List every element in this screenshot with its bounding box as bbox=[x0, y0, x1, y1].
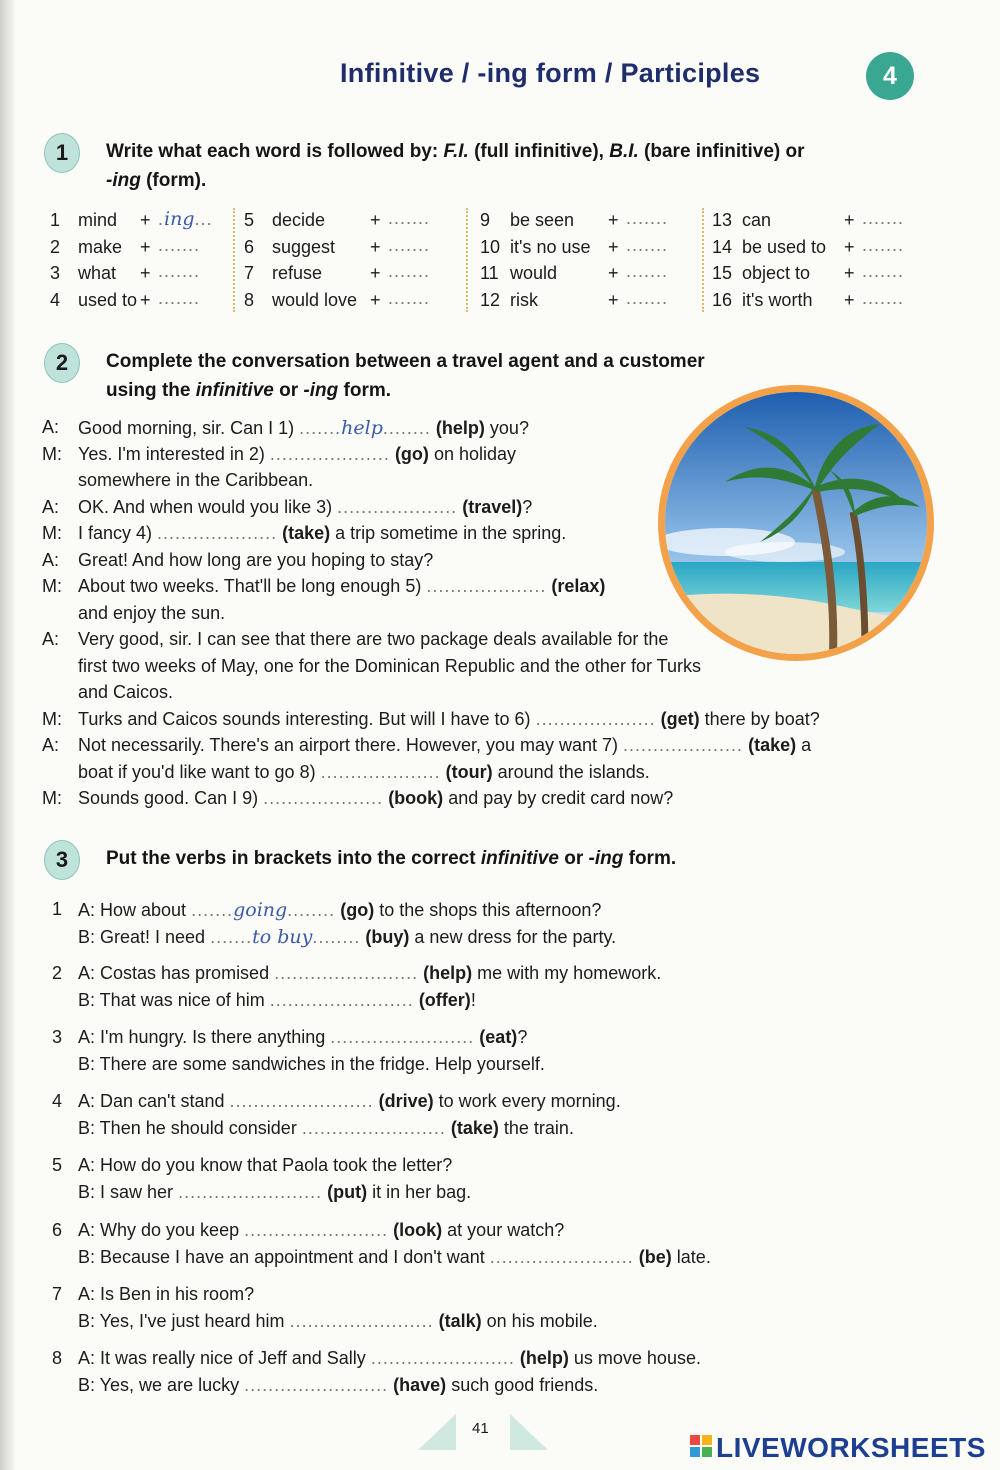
ex2-answer-blank[interactable] bbox=[321, 762, 441, 782]
page-number: 41 bbox=[472, 1420, 489, 1437]
page-title: Infinitive / -ing form / Participles bbox=[340, 58, 761, 88]
ex1-item-number: 13 bbox=[712, 210, 733, 230]
ex2-line bbox=[78, 603, 225, 624]
ex1-item-number: 14 bbox=[712, 237, 733, 257]
ex3-text: B: There are some sandwiches in the fridge. Help yourself. bbox=[78, 1054, 545, 1074]
ex1-answer-blank[interactable] bbox=[862, 208, 904, 229]
ex3-verb-cue: (drive) bbox=[378, 1091, 434, 1111]
column-divider bbox=[466, 208, 468, 312]
ex2-text-after: you? bbox=[489, 418, 529, 438]
ex3-text-after: to the shops this afternoon? bbox=[379, 900, 602, 920]
ex2-text-after: ? bbox=[522, 496, 533, 517]
ex2-line bbox=[78, 656, 701, 677]
ex3-answer-blank[interactable] bbox=[210, 927, 360, 947]
ex3-text: A: Is Ben in his room? bbox=[78, 1284, 255, 1304]
ex2-verb-cue: (get) bbox=[660, 708, 700, 729]
ex3-text-after: to work every morning. bbox=[438, 1091, 621, 1111]
ex1-item-word: used to bbox=[78, 290, 138, 310]
column-divider bbox=[702, 208, 704, 312]
ex1-item-number: 3 bbox=[50, 263, 61, 283]
ex3-text: A: Dan can't stand bbox=[78, 1091, 225, 1111]
ex3-text-after: me with my homework. bbox=[477, 963, 662, 983]
ex3-handwritten-answer: going bbox=[233, 899, 288, 921]
ex2-text: Good morning, sir. Can I 1) bbox=[78, 418, 295, 438]
ex2-line bbox=[78, 762, 650, 783]
ex3-answer-blank[interactable] bbox=[178, 1182, 322, 1202]
blank-dots: ........................ bbox=[269, 990, 414, 1010]
blank-dots: ........................ bbox=[178, 1182, 323, 1202]
ex2-answer-blank[interactable] bbox=[270, 444, 390, 464]
ex2-line bbox=[78, 523, 566, 544]
ex2-answer-blank[interactable] bbox=[426, 576, 546, 596]
ex1-answer-blank[interactable] bbox=[862, 235, 904, 256]
blank-dots: ........................ bbox=[244, 1220, 389, 1240]
ex3-text-after: it in her bag. bbox=[372, 1182, 472, 1202]
ex1-item-number: 6 bbox=[244, 237, 255, 257]
ex2-answer-blank[interactable] bbox=[337, 497, 457, 517]
ex1-item-number: 11 bbox=[480, 263, 499, 283]
ex3-line bbox=[78, 1091, 621, 1112]
ex3-verb-cue: (look) bbox=[393, 1220, 443, 1240]
ex2-speaker: M: bbox=[42, 523, 62, 543]
ex2-text-after: and pay by credit card now? bbox=[448, 788, 674, 808]
ex3-text: B: Great! I need bbox=[78, 927, 206, 947]
ex3-text-after: late. bbox=[676, 1247, 711, 1267]
ex3-line bbox=[78, 963, 661, 984]
ex3-text: A: Why do you keep bbox=[78, 1220, 240, 1240]
ex2-text: Turks and Caicos sounds interesting. But will I have to 6) bbox=[78, 708, 531, 729]
ex3-line bbox=[78, 1348, 701, 1369]
ex3-verb-cue: (be) bbox=[638, 1247, 672, 1267]
ex2-answer-blank[interactable] bbox=[263, 788, 383, 808]
ex1-item-plus: + bbox=[140, 290, 151, 310]
ex1-item-plus: + bbox=[140, 263, 151, 283]
blank-dots: ....... bbox=[862, 235, 905, 255]
blank-dots: ........ bbox=[312, 927, 361, 947]
ex3-item-number: 4 bbox=[52, 1091, 63, 1111]
ex2-text: and Caicos. bbox=[78, 682, 174, 702]
liveworksheets-brand: LIVEWORKSHEETS bbox=[716, 1432, 986, 1463]
ex1-item-number: 8 bbox=[244, 290, 255, 310]
exercise-1-instruction: Write what each word is followed by: F.I. (full infinitive), B.I. (bare infinitive) or -ing (form). bbox=[106, 141, 805, 191]
ex1-item-word: risk bbox=[510, 290, 538, 310]
blank-dots: ........................ bbox=[229, 1091, 374, 1111]
ex1-item-word: object to bbox=[742, 263, 811, 283]
ex2-text-after: a bbox=[801, 735, 812, 755]
blank-dots: ....... bbox=[862, 261, 905, 281]
ex1-item-number: 12 bbox=[480, 290, 501, 310]
ex1-item-number: 2 bbox=[50, 237, 61, 257]
ex3-text-after: at your watch? bbox=[447, 1220, 565, 1240]
ex1-item-word: it's no use bbox=[510, 237, 591, 257]
ex1-answer-blank[interactable] bbox=[388, 261, 430, 282]
exercise-3-instruction: Put the verbs in brackets into the correct infinitive or -ing form. bbox=[106, 848, 677, 869]
ex1-answer-blank[interactable] bbox=[388, 288, 430, 309]
ex1-item-plus: + bbox=[370, 290, 381, 310]
column-divider bbox=[233, 208, 235, 312]
exercise-3-number: 3 bbox=[44, 840, 80, 880]
blank-dots: .................... bbox=[535, 708, 656, 729]
ex1-item-number: 5 bbox=[244, 210, 255, 230]
ex3-answer-blank[interactable] bbox=[244, 1375, 388, 1395]
exercise-2-number: 2 bbox=[44, 343, 80, 383]
ex1-item-plus: + bbox=[844, 210, 855, 230]
ex2-line bbox=[78, 576, 605, 597]
blank-dots: ........ bbox=[382, 418, 431, 438]
exercise-2-instruction: Complete the conversation between a travel agent and a customer using the infinitive or -ing form. bbox=[106, 351, 705, 401]
ex3-handwritten-answer: to buy bbox=[252, 926, 313, 948]
blank-dots: ... bbox=[194, 209, 213, 229]
ex2-verb-cue: (travel) bbox=[462, 496, 523, 517]
ex1-item-number: 9 bbox=[480, 210, 491, 230]
ex3-verb-cue: (take) bbox=[450, 1118, 499, 1138]
ex3-text-after: such good friends. bbox=[451, 1375, 599, 1395]
ex1-item-plus: + bbox=[608, 263, 619, 283]
ex3-line bbox=[78, 1027, 527, 1048]
blank-dots: ........................ bbox=[330, 1027, 475, 1047]
blank-dots: ........ bbox=[287, 900, 336, 920]
ex3-line bbox=[78, 1284, 254, 1305]
ex2-text: Sounds good. Can I 9) bbox=[78, 788, 259, 808]
ex2-line bbox=[78, 682, 173, 703]
ex2-text: boat if you'd like want to go 8) bbox=[78, 761, 316, 782]
ex1-item-plus: + bbox=[608, 237, 619, 257]
beach-palm-photo bbox=[658, 385, 934, 661]
ex3-text: B: Because I have an appointment and I don't want bbox=[78, 1247, 485, 1267]
blank-dots: .................... bbox=[269, 443, 390, 464]
ex2-text-after: on holiday bbox=[433, 443, 517, 464]
ex1-item-word: be used to bbox=[742, 237, 827, 257]
ex2-speaker: A: bbox=[42, 417, 60, 437]
ex1-item-plus: + bbox=[844, 290, 855, 310]
ex2-verb-cue: (go) bbox=[394, 443, 429, 464]
ex3-item-number: 3 bbox=[52, 1027, 63, 1047]
blank-dots: ....... bbox=[626, 235, 669, 255]
ex2-verb-cue: (book) bbox=[388, 788, 444, 808]
blank-dots: ........................ bbox=[289, 1311, 434, 1331]
ex1-item-number: 4 bbox=[50, 290, 61, 310]
blank-dots: ....... bbox=[862, 208, 905, 228]
ex2-answer-blank[interactable] bbox=[299, 418, 431, 438]
beach-palm-illustration bbox=[665, 392, 927, 654]
ex3-answer-blank[interactable] bbox=[270, 990, 414, 1010]
ex2-verb-cue: (tour) bbox=[445, 761, 493, 782]
ex2-text: OK. And when would you like 3) bbox=[78, 496, 333, 517]
blank-dots: ....... bbox=[388, 235, 431, 255]
ex2-answer-blank[interactable] bbox=[536, 709, 656, 729]
ex3-answer-blank[interactable] bbox=[274, 963, 418, 983]
ex2-verb-cue: (take) bbox=[748, 735, 797, 755]
blank-dots: .................... bbox=[263, 788, 384, 808]
ex1-item-word: be seen bbox=[510, 210, 575, 230]
ex2-speaker: M: bbox=[42, 708, 62, 729]
ex3-line bbox=[78, 899, 601, 921]
blank-dots: ....... bbox=[626, 288, 669, 308]
ex3-text: B: Yes, we are lucky bbox=[78, 1375, 240, 1395]
ex2-text: and enjoy the sun. bbox=[78, 602, 226, 623]
blank-dots: ....... bbox=[158, 235, 201, 255]
ex2-speaker: A: bbox=[42, 549, 60, 570]
ex3-answer-blank[interactable] bbox=[490, 1247, 634, 1267]
ex2-text: first two weeks of May, one for the Dominican Republic and the other for Turks bbox=[78, 655, 701, 676]
ex1-item-plus: + bbox=[608, 290, 619, 310]
ex1-item-plus: + bbox=[844, 237, 855, 257]
blank-dots: ....... bbox=[388, 208, 431, 228]
ex2-answer-blank[interactable] bbox=[157, 523, 277, 543]
blank-dots: ....... bbox=[210, 927, 253, 947]
ex1-item-word: what bbox=[78, 263, 117, 283]
ex3-answer-blank[interactable] bbox=[244, 1220, 388, 1240]
ex3-text: A: It was really nice of Jeff and Sally bbox=[78, 1348, 366, 1368]
ex3-verb-cue: (help) bbox=[519, 1348, 569, 1368]
ex1-item-word: can bbox=[742, 210, 772, 230]
ex3-item-number: 5 bbox=[52, 1155, 63, 1175]
ex3-answer-blank[interactable] bbox=[330, 1027, 474, 1047]
blank-dots: ....... bbox=[158, 288, 201, 308]
ex1-item-number: 15 bbox=[712, 263, 733, 283]
ex2-line bbox=[78, 470, 313, 491]
ex1-answer-blank[interactable] bbox=[626, 261, 668, 282]
ex2-line bbox=[78, 417, 529, 439]
ex1-handwritten-answer: ing bbox=[164, 208, 195, 230]
ex3-verb-cue: (buy) bbox=[365, 927, 410, 947]
ex3-answer-blank[interactable] bbox=[191, 900, 335, 920]
ex3-verb-cue: (offer) bbox=[418, 990, 471, 1010]
ex2-line bbox=[78, 709, 820, 730]
ex1-answer-blank[interactable] bbox=[626, 235, 668, 256]
ex1-item-plus: + bbox=[370, 210, 381, 230]
ex2-text: I fancy 4) bbox=[78, 523, 153, 543]
blank-dots: . bbox=[158, 209, 165, 229]
ex1-answer-blank[interactable] bbox=[862, 261, 904, 282]
exercise-1-number: 1 bbox=[44, 133, 80, 173]
blank-dots: .................... bbox=[426, 576, 547, 596]
ex2-line bbox=[78, 550, 433, 571]
ex3-text: B: I saw her bbox=[78, 1182, 174, 1202]
ex2-text: Not necessarily. There's an airport there. However, you may want 7) bbox=[78, 735, 619, 755]
ex3-text: B: Then he should consider bbox=[78, 1118, 297, 1138]
ex3-text-after: us move house. bbox=[573, 1348, 701, 1368]
ex1-item-word: would bbox=[510, 263, 558, 283]
ex1-item-plus: + bbox=[140, 237, 151, 257]
ex3-text-after: on his mobile. bbox=[486, 1311, 598, 1331]
ex2-text: Very good, sir. I can see that there are two package deals available for the bbox=[78, 629, 669, 649]
ex3-verb-cue: (put) bbox=[327, 1182, 368, 1202]
ex2-line bbox=[78, 735, 811, 756]
ex1-answer-blank[interactable] bbox=[626, 208, 668, 229]
ex2-verb-cue: (help) bbox=[435, 418, 485, 438]
ex3-line bbox=[78, 926, 616, 948]
ex2-line bbox=[78, 497, 532, 518]
ex3-text-after: ? bbox=[517, 1027, 528, 1047]
ex3-text: A: How about bbox=[78, 900, 187, 920]
blank-dots: ........................ bbox=[301, 1118, 446, 1138]
ex3-text-after: ! bbox=[470, 990, 476, 1010]
ex2-text: About two weeks. That'll be long enough 5) bbox=[78, 576, 422, 596]
blank-dots: .................... bbox=[320, 761, 441, 782]
ex1-item-word: would love bbox=[272, 290, 358, 310]
ex2-speaker: A: bbox=[42, 735, 60, 755]
ex1-answer-blank[interactable] bbox=[158, 288, 200, 309]
blank-dots: ........................ bbox=[274, 963, 419, 983]
ex3-item-number: 6 bbox=[52, 1220, 63, 1240]
ex3-verb-cue: (have) bbox=[393, 1375, 447, 1395]
ex1-answer-blank[interactable] bbox=[626, 288, 668, 309]
ex3-line bbox=[78, 1220, 564, 1241]
ex1-item-word: it's worth bbox=[742, 290, 813, 310]
ex1-item-word: decide bbox=[272, 210, 326, 230]
ex2-line bbox=[78, 629, 668, 650]
ex3-line bbox=[78, 1375, 598, 1396]
unit-number-badge: 4 bbox=[866, 52, 914, 100]
ex2-text-after: a trip sometime in the spring. bbox=[335, 523, 567, 543]
ex3-line bbox=[78, 1054, 545, 1075]
ex1-answer-blank[interactable] bbox=[158, 208, 213, 230]
blank-dots: .................... bbox=[337, 496, 458, 517]
ex3-line bbox=[78, 1182, 471, 1203]
ex1-item-number: 7 bbox=[244, 263, 255, 283]
ex3-verb-cue: (help) bbox=[423, 963, 473, 983]
ex1-item-number: 10 bbox=[480, 237, 501, 257]
ex3-item-number: 2 bbox=[52, 963, 63, 983]
blank-dots: ....... bbox=[158, 261, 201, 281]
ex3-verb-cue: (go) bbox=[340, 900, 375, 920]
ex3-item-number: 7 bbox=[52, 1284, 63, 1304]
blank-dots: ....... bbox=[862, 288, 905, 308]
ex2-text: Yes. I'm interested in 2) bbox=[78, 443, 265, 464]
ex3-text: A: I'm hungry. Is there anything bbox=[78, 1027, 326, 1047]
ex3-item-number: 1 bbox=[52, 899, 63, 919]
blank-dots: ....... bbox=[388, 261, 431, 281]
ex3-line bbox=[78, 1311, 598, 1332]
ex3-line bbox=[78, 1247, 711, 1268]
ex3-line bbox=[78, 1155, 452, 1176]
ex3-text-after: a new dress for the party. bbox=[414, 927, 617, 947]
ex1-item-plus: + bbox=[608, 210, 619, 230]
ex2-verb-cue: (relax) bbox=[551, 576, 606, 596]
blank-dots: ........................ bbox=[370, 1348, 515, 1368]
ex1-item-plus: + bbox=[140, 210, 151, 230]
ex3-verb-cue: (talk) bbox=[438, 1311, 482, 1331]
ex2-speaker: A: bbox=[42, 496, 60, 517]
ex2-text: Great! And how long are you hoping to stay? bbox=[78, 549, 434, 570]
ex3-text: B: That was nice of him bbox=[78, 990, 265, 1010]
ex3-answer-blank[interactable] bbox=[230, 1091, 374, 1111]
ex2-speaker: A: bbox=[42, 629, 60, 649]
ex1-answer-blank[interactable] bbox=[388, 235, 430, 256]
ex1-item-number: 16 bbox=[712, 290, 733, 310]
ex2-speaker: M: bbox=[42, 576, 62, 596]
ex2-text-after: there by boat? bbox=[704, 708, 820, 729]
ex3-line bbox=[78, 1118, 574, 1139]
ex1-item-plus: + bbox=[370, 237, 381, 257]
ex3-text: A: How do you know that Paola took the letter? bbox=[78, 1155, 453, 1175]
ex3-text-after: the train. bbox=[503, 1118, 574, 1138]
ex1-item-plus: + bbox=[844, 263, 855, 283]
ex1-answer-blank[interactable] bbox=[862, 288, 904, 309]
book-spine-shadow bbox=[0, 0, 16, 1470]
ex1-answer-blank[interactable] bbox=[158, 261, 200, 282]
ex2-speaker: M: bbox=[42, 788, 62, 808]
ex3-verb-cue: (eat) bbox=[479, 1027, 518, 1047]
blank-dots: ....... bbox=[191, 900, 234, 920]
ex3-answer-blank[interactable] bbox=[302, 1118, 446, 1138]
ex2-speaker: M: bbox=[42, 443, 62, 464]
blank-dots: ........................ bbox=[244, 1375, 389, 1395]
blank-dots: ....... bbox=[299, 418, 342, 438]
blank-dots: ........................ bbox=[489, 1247, 634, 1267]
ex3-line bbox=[78, 990, 476, 1011]
blank-dots: ....... bbox=[388, 288, 431, 308]
blank-dots: .................... bbox=[623, 735, 744, 755]
ex3-answer-blank[interactable] bbox=[371, 1348, 515, 1368]
ex2-line bbox=[78, 444, 516, 465]
ex2-text: somewhere in the Caribbean. bbox=[78, 470, 314, 490]
blank-dots: ....... bbox=[626, 208, 669, 228]
ex1-item-number: 1 bbox=[50, 210, 61, 230]
liveworksheets-logo-icon bbox=[690, 1435, 712, 1457]
ex1-answer-blank[interactable] bbox=[388, 208, 430, 229]
ex1-item-word: refuse bbox=[272, 263, 323, 283]
ex3-text: B: Yes, I've just heard him bbox=[78, 1311, 285, 1331]
blank-dots: ....... bbox=[626, 261, 669, 281]
ex1-answer-blank[interactable] bbox=[158, 235, 200, 256]
ex1-item-word: make bbox=[78, 237, 123, 257]
ex3-text: A: Costas has promised bbox=[78, 963, 270, 983]
ex2-answer-blank[interactable] bbox=[623, 735, 743, 755]
ex2-text-after: around the islands. bbox=[497, 761, 650, 782]
ex2-line bbox=[78, 788, 673, 809]
blank-dots: .................... bbox=[157, 523, 278, 543]
ex1-item-word: suggest bbox=[272, 237, 336, 257]
ex2-verb-cue: (take) bbox=[282, 523, 331, 543]
ex3-answer-blank[interactable] bbox=[290, 1311, 434, 1331]
ex1-item-plus: + bbox=[370, 263, 381, 283]
ex1-item-word: mind bbox=[78, 210, 118, 230]
ex2-handwritten-answer: help bbox=[341, 417, 383, 439]
ex3-item-number: 8 bbox=[52, 1348, 63, 1368]
